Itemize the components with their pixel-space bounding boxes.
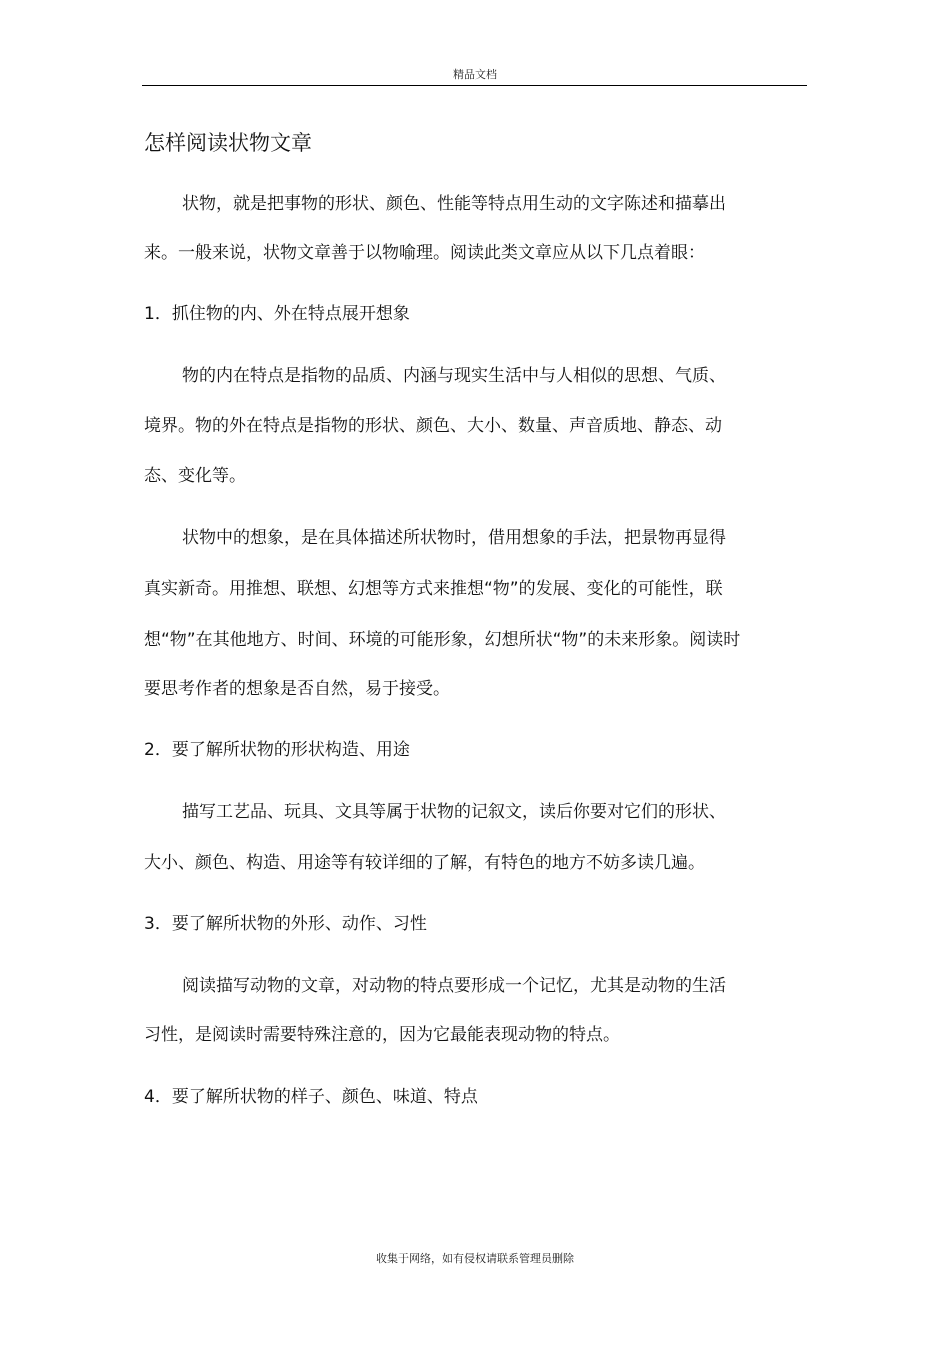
paragraph-line: 阅读描写动物的文章，对动物的特点要形成一个记忆，尤其是动物的生活 [182, 976, 726, 996]
paragraph-line: 大小、颜色、构造、用途等有较详细的了解，有特色的地方不妨多读几遍。 [144, 853, 705, 873]
section-heading-2: 2．要了解所状物的形状构造、用途 [144, 740, 410, 760]
section-heading-3: 3．要了解所状物的外形、动作、习性 [144, 914, 427, 934]
paragraph-line: 物的内在特点是指物的品质、内涵与现实生活中与人相似的思想、气质、 [182, 366, 726, 386]
paragraph-line: 要思考作者的想象是否自然，易于接受。 [144, 679, 450, 699]
paragraph-line: 真实新奇。用推想、联想、幻想等方式来推想“物”的发展、变化的可能性，联 [144, 579, 723, 599]
paragraph-line: 想“物”在其他地方、时间、环境的可能形象，幻想所状“物”的未来形象。阅读时 [144, 630, 741, 650]
section-heading-4: 4．要了解所状物的样子、颜色、味道、特点 [144, 1087, 478, 1107]
paragraph-line: 来。一般来说，状物文章善于以物喻理。阅读此类文章应从以下几点着眼： [144, 243, 705, 263]
paragraph-line: 描写工艺品、玩具、文具等属于状物的记叙文，读后你要对它们的形状、 [182, 802, 726, 822]
paragraph-line: 境界。物的外在特点是指物的形状、颜色、大小、数量、声音质地、静态、动 [144, 416, 722, 436]
page-footer: 收集于网络，如有侵权请联系管理员删除 [376, 1252, 574, 1265]
paragraph-line: 状物中的想象，是在具体描述所状物时，借用想象的手法，把景物再显得 [182, 528, 726, 548]
article-title: 怎样阅读状物文章 [144, 131, 312, 155]
header-divider [142, 85, 807, 86]
paragraph-line: 态、变化等。 [144, 466, 246, 486]
section-heading-1: 1．抓住物的内、外在特点展开想象 [144, 304, 410, 324]
paragraph-line: 习性，是阅读时需要特殊注意的，因为它最能表现动物的特点。 [144, 1025, 620, 1045]
header-label: 精品文档 [453, 68, 497, 81]
paragraph-line: 状物，就是把事物的形状、颜色、性能等特点用生动的文字陈述和描摹出 [182, 194, 726, 214]
